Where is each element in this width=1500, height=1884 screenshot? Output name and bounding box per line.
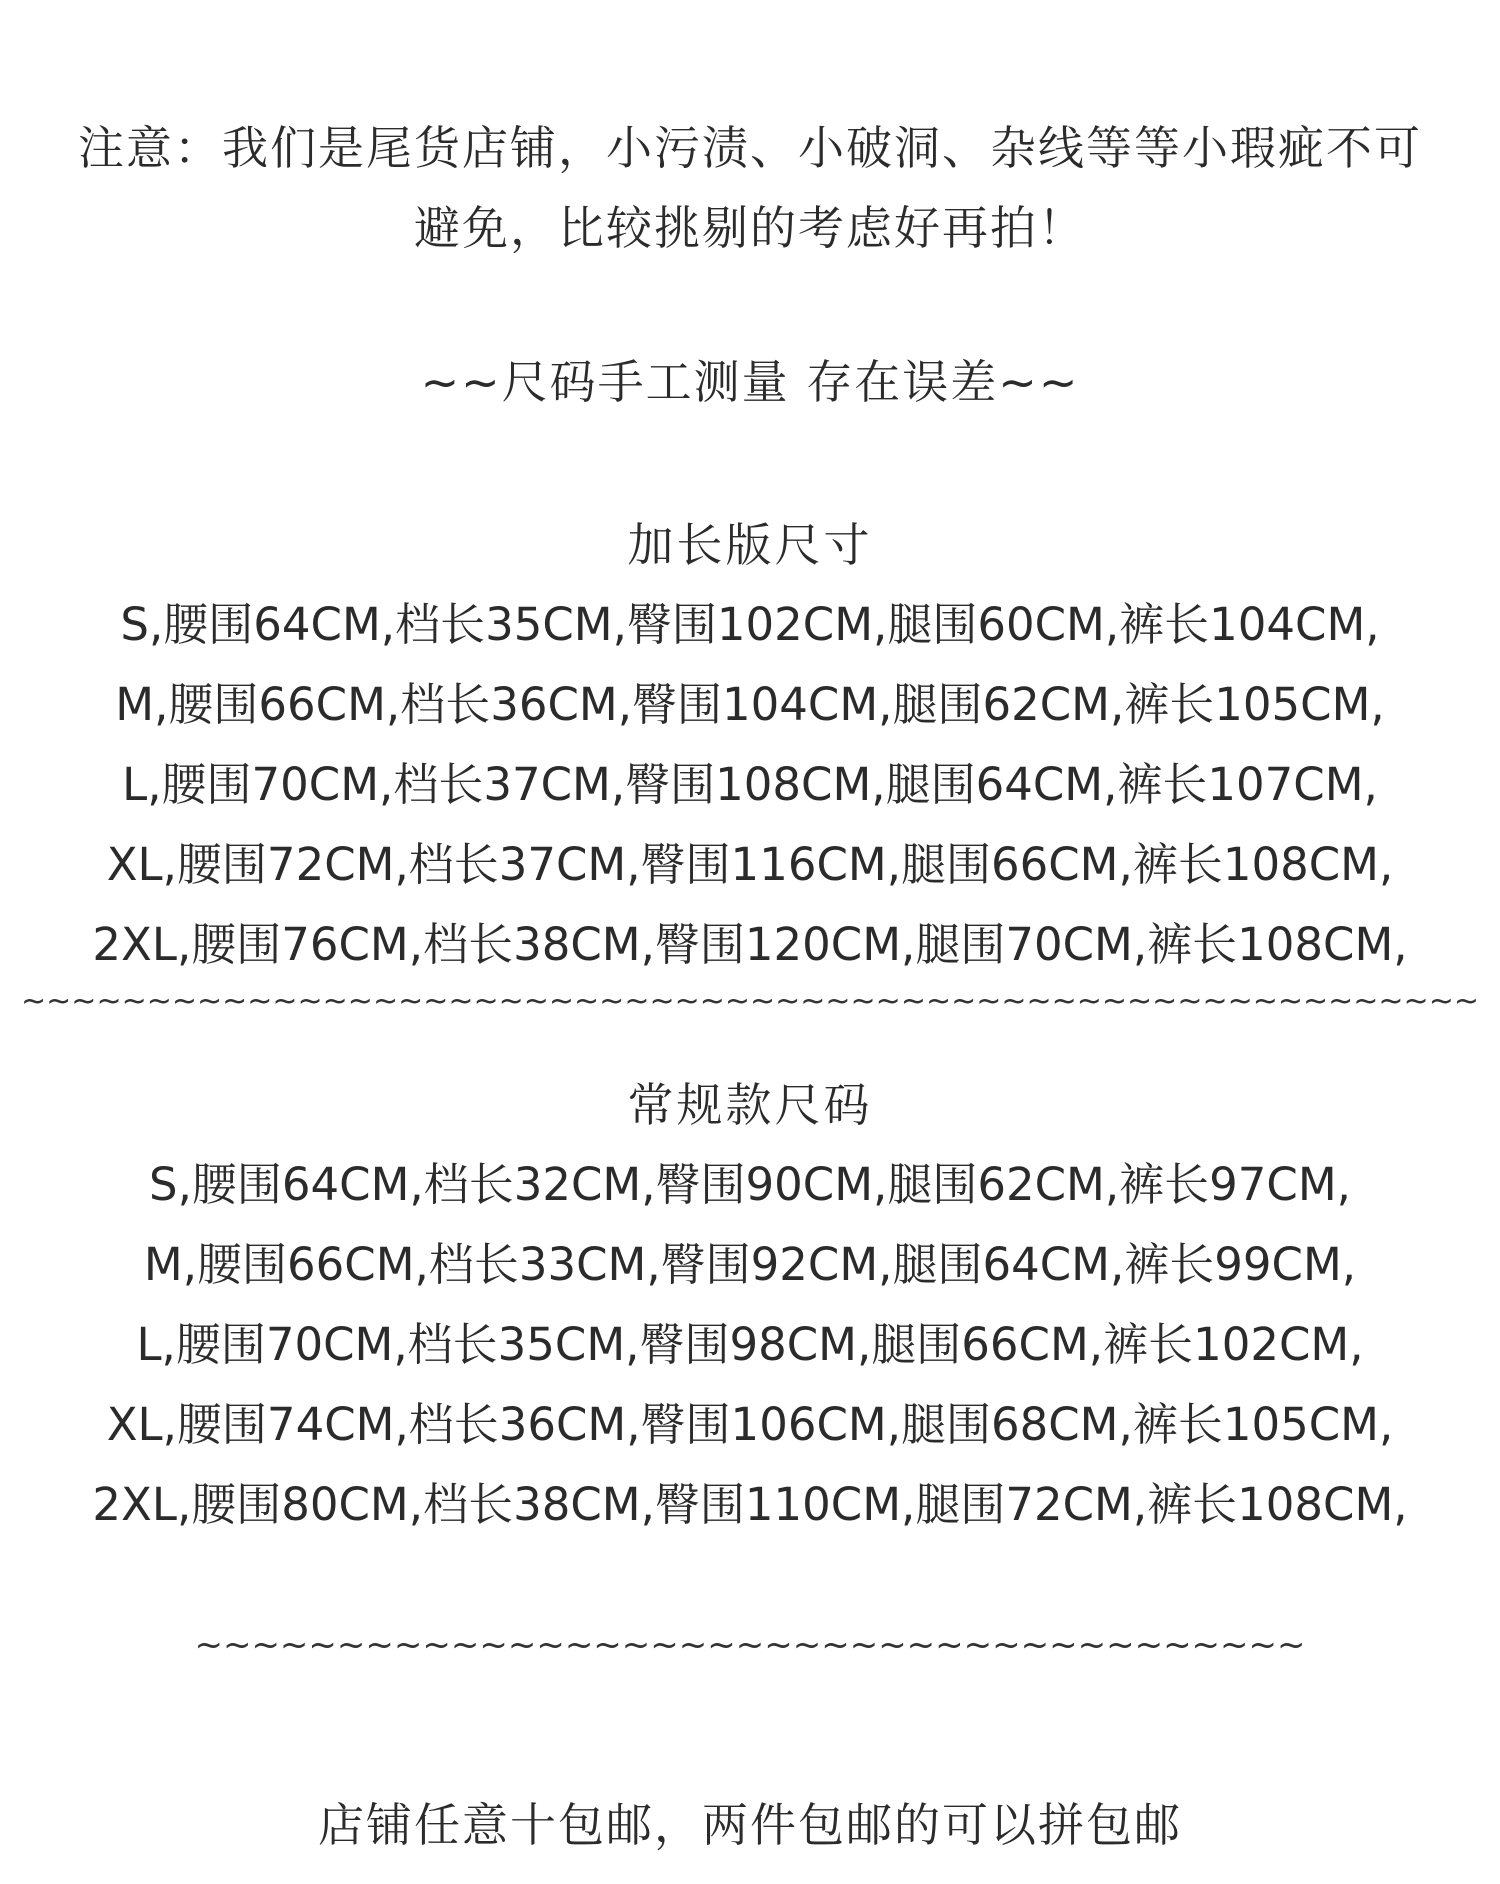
regular-size-row-s: S,腰围64CM,档长32CM,臀围90CM,腿围62CM,裤长97CM, <box>149 1158 1351 1211</box>
regular-size-row-2xl: 2XL,腰围80CM,档长38CM,臀围110CM,腿围72CM,裤长108CM, <box>92 1478 1408 1531</box>
long-size-row-s: S,腰围64CM,档长35CM,臀围102CM,腿围60CM,裤长104CM, <box>120 598 1380 651</box>
shipping-note: 店铺任意十包邮，两件包邮的可以拼包邮 <box>318 1798 1182 1852</box>
long-size-row-l: L,腰围70CM,档长37CM,臀围108CM,腿围64CM,裤长107CM, <box>122 758 1378 811</box>
notice-line-1: 注意：我们是尾货店铺，小污渍、小破洞、杂线等等小瑕疵不可 <box>78 121 1422 175</box>
measurement-disclaimer: ~~尺码手工测量 存在误差~~ <box>420 355 1080 409</box>
regular-size-row-m: M,腰围66CM,档长33CM,臀围92CM,腿围64CM,裤长99CM, <box>143 1238 1357 1291</box>
tilde-divider-1: ~~~~~~~~~~~~~~~~~~~~~~~~~~~~~~~~~~~~~~~~~~~~~~~~~~~~~~~~~~ <box>21 984 1479 1019</box>
long-version-title: 加长版尺寸 <box>627 518 873 572</box>
notice-line-2: 避免，比较挑剔的考虑好再拍！ <box>414 201 1086 255</box>
long-size-row-xl: XL,腰围72CM,档长37CM,臀围116CM,腿围66CM,裤长108CM, <box>106 838 1394 891</box>
regular-size-row-l: L,腰围70CM,档长35CM,臀围98CM,腿围66CM,裤长102CM, <box>136 1318 1364 1371</box>
tilde-divider-2: ~~~~~~~~~~~~~~~~~~~~~~~~~~~~~~~~~~~~~~~ <box>194 1625 1306 1665</box>
regular-size-row-xl: XL,腰围74CM,档长36CM,臀围106CM,腿围68CM,裤长105CM, <box>106 1398 1394 1451</box>
regular-version-title: 常规款尺码 <box>627 1078 873 1132</box>
long-size-row-m: M,腰围66CM,档长36CM,臀围104CM,腿围62CM,裤长105CM, <box>115 678 1385 731</box>
long-size-row-2xl: 2XL,腰围76CM,档长38CM,臀围120CM,腿围70CM,裤长108CM, <box>92 918 1408 971</box>
